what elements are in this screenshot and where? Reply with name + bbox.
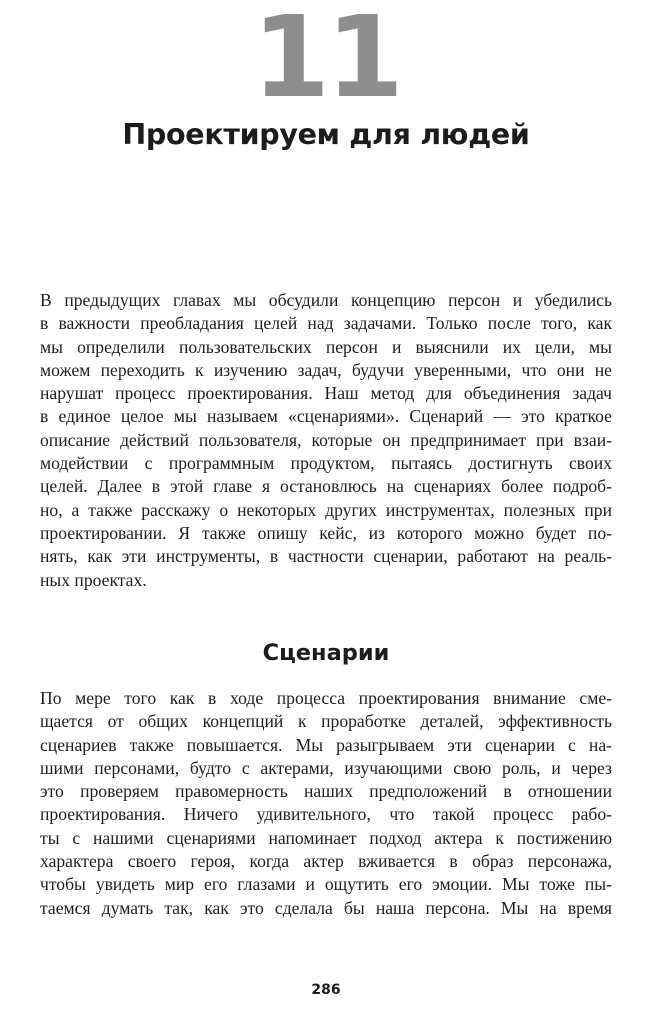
paragraph-line: в важности преобладания целей над задачами. Только после того, как <box>40 313 612 334</box>
paragraph-line: сценариев также повышается. Мы разыгрываем эти сценарии с на- <box>40 734 612 755</box>
paragraph-line: В предыдущих главах мы обсудили концепцию персон и убедились <box>40 290 612 310</box>
paragraph-line: чтобы увидеть мир его глазами и ощутить его эмоции. Мы тоже пы- <box>40 874 612 895</box>
paragraph-line: мы определили пользовательских персон и выяснили их цели, мы <box>40 336 612 357</box>
paragraph-line: модействии с программным продуктом, пытаясь достигнуть своих <box>40 453 612 474</box>
paragraph-line: проектирования. Ничего удивительного, что такой процесс рабо- <box>40 804 612 825</box>
paragraph-line: щается от общих концепций к проработке деталей, эффективность <box>40 711 612 732</box>
section-paragraph <box>40 687 612 920</box>
chapter-number: 11 <box>252 0 400 123</box>
paragraph-line: характера своего героя, когда актер вживается в образ персонажа, <box>40 851 612 872</box>
paragraph-line: можем переходить к изучению задач, будучи уверенными, что они не <box>40 359 612 380</box>
paragraph-line: ты с нашими сценариями напоминает подход актера к постижению <box>40 827 612 848</box>
paragraph-line: это проверяем правомерность наших предположений в отношении <box>40 781 612 802</box>
paragraph-line: в единое целое мы называем «сценариями». Сценарий — это краткое <box>40 406 612 427</box>
paragraph-line: целей. Далее в этой главе я остановлюсь на сценариях более подроб- <box>40 476 612 497</box>
page-number: 286 <box>311 982 341 998</box>
section-heading: Сценарии <box>262 640 390 666</box>
chapter-title: Проектируем для людей <box>122 118 530 151</box>
paragraph-line: нарушат процесс проектирования. Наш метод для объединения задач <box>40 383 612 404</box>
paragraph-line: шими персонами, будто с актерами, изучающими свою роль, и через <box>40 757 612 778</box>
paragraph-line: но, а также расскажу о некоторых других инструментах, полезных при <box>40 499 612 520</box>
paragraph-line: описание действий пользователя, которые он предпринимает при взаи- <box>40 429 612 450</box>
paragraph-line: ных проектах. <box>40 569 147 590</box>
paragraph-line: таемся думать так, как это сделала бы наша персона. Мы на время <box>40 897 612 918</box>
paragraph-line: проектировании. Я также опишу кейс, из которого можно будет по- <box>40 522 612 543</box>
paragraph-line: По мере того как в ходе процесса проектирования внимание сме- <box>40 688 612 708</box>
intro-paragraph <box>40 289 612 592</box>
paragraph-line: нять, как эти инструменты, в частности сценарии, работают на реаль- <box>40 546 612 567</box>
